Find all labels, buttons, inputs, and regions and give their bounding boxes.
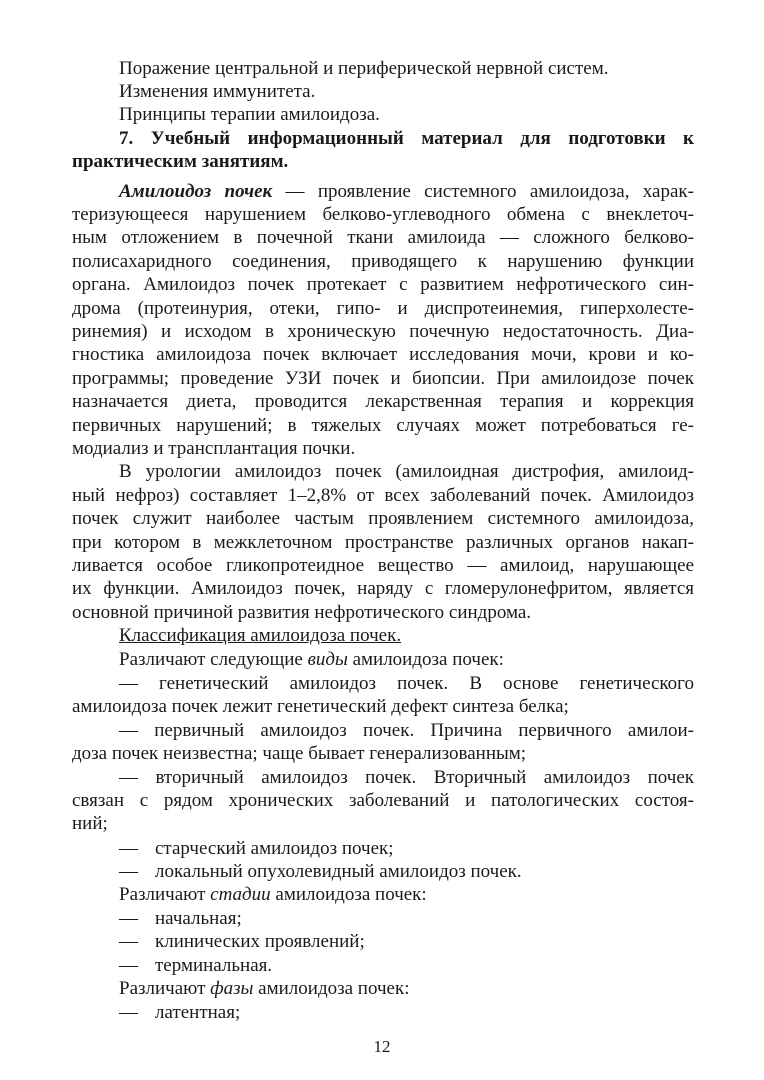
text-line: Различают фазы амилоидоза почек:: [119, 978, 410, 999]
paragraph-line: ринемия) и исходом в хроническую почечную недостаточность. Диа-: [72, 321, 694, 342]
paragraph-line: их функции. Амилоидоз почек, наряду с гломерулонефритом, является: [72, 578, 694, 599]
page-number: 12: [373, 1037, 391, 1056]
text-line: Различают следующие виды амилоидоза почек:: [119, 649, 504, 670]
paragraph-line: дрома (протеинурия, отеки, гипо- и диспротеинемия, гиперхолесте-: [72, 298, 694, 319]
subheading-classification: Классификация амилоидоза почек.: [119, 625, 402, 646]
dash: —: [119, 1002, 138, 1023]
list-item: — вторичный амилоидоз почек. Вторичный амилоидоз почек: [119, 767, 694, 788]
term-amyloidosis: Амилоидоз почек: [119, 181, 273, 202]
paragraph-line: почек служит наиболее частым проявлением системного амилоидоза,: [72, 508, 694, 529]
paragraph-line: теризующееся нарушением белково-углеводного обмена с внеклеточ-: [72, 204, 694, 225]
list-item: — латентная;: [119, 1002, 241, 1023]
paragraph-line: В урологии амилоидоз почек (амилоидная дистрофия, амилоид-: [119, 461, 694, 482]
paragraph-line: органа. Амилоидоз почек протекает с развитием нефротического син-: [72, 274, 694, 295]
text-line: Различают стадии амилоидоза почек:: [119, 884, 427, 905]
dash: —: [119, 931, 138, 952]
list-item: — начальная;: [119, 908, 242, 929]
paragraph-line: Амилоидоз почек — проявление системного амилоидоза, харак-: [119, 181, 694, 202]
paragraph-line: первичных нарушений; в тяжелых случаях может потребоваться ге-: [72, 415, 694, 436]
paragraph-line: полисахаридного соединения, приводящего к нарушению функции: [72, 251, 694, 272]
paragraph-line: ный нефроз) составляет 1–2,8% от всех заболеваний почек. Амилоидоз: [72, 485, 694, 506]
list-item-continued: амилоидоза почек лежит генетический дефект синтеза белка;: [72, 696, 569, 717]
dash: —: [119, 955, 138, 976]
dash: —: [119, 908, 138, 929]
paragraph-line: ливается особое гликопротеидное вещество — амилоид, нарушающее: [72, 555, 694, 576]
section-heading: 7. Учебный информационный материал для подготовки к: [119, 128, 694, 149]
list-item-continued: связан с рядом хронических заболеваний и патологических состоя-: [72, 790, 694, 811]
list-item: — первичный амилоидоз почек. Причина первичного амилои-: [119, 720, 694, 741]
list-item: — старческий амилоидоз почек;: [119, 838, 394, 859]
list-item-continued: ний;: [72, 813, 108, 834]
list-item-continued: доза почек неизвестна; чаще бывает генерализованным;: [72, 743, 527, 764]
list-item: — терминальная.: [119, 955, 273, 976]
dash: —: [119, 838, 138, 859]
paragraph-line: модиализ и трансплантация почки.: [72, 438, 356, 459]
list-item: — генетический амилоидоз почек. В основе генетического: [119, 673, 694, 694]
paragraph-line: гностика амилоидоза почек включает исследования мочи, крови и ко-: [72, 344, 694, 365]
list-item: — клинических проявлений;: [119, 931, 365, 952]
section-heading-continued: практическим занятиям.: [72, 151, 289, 172]
paragraph-line: при котором в межклеточном пространстве различных органов накап-: [72, 532, 694, 553]
text-line: Изменения иммунитета.: [119, 81, 316, 102]
paragraph-line: основной причиной развития нефротического синдрома.: [72, 602, 532, 623]
paragraph-line: программы; проведение УЗИ почек и биопсии. При амилоидозе почек: [72, 368, 694, 389]
dash: —: [119, 861, 138, 882]
paragraph-line: ным отложением в почечной ткани амилоида — сложного белково-: [72, 227, 694, 248]
list-item: — локальный опухолевидный амилоидоз почек.: [119, 861, 522, 882]
paragraph-line: назначается диета, проводится лекарственная терапия и коррекция: [72, 391, 694, 412]
text-line: Принципы терапии амилоидоза.: [119, 104, 380, 125]
text-line: Поражение центральной и периферической нервной систем.: [119, 58, 609, 79]
